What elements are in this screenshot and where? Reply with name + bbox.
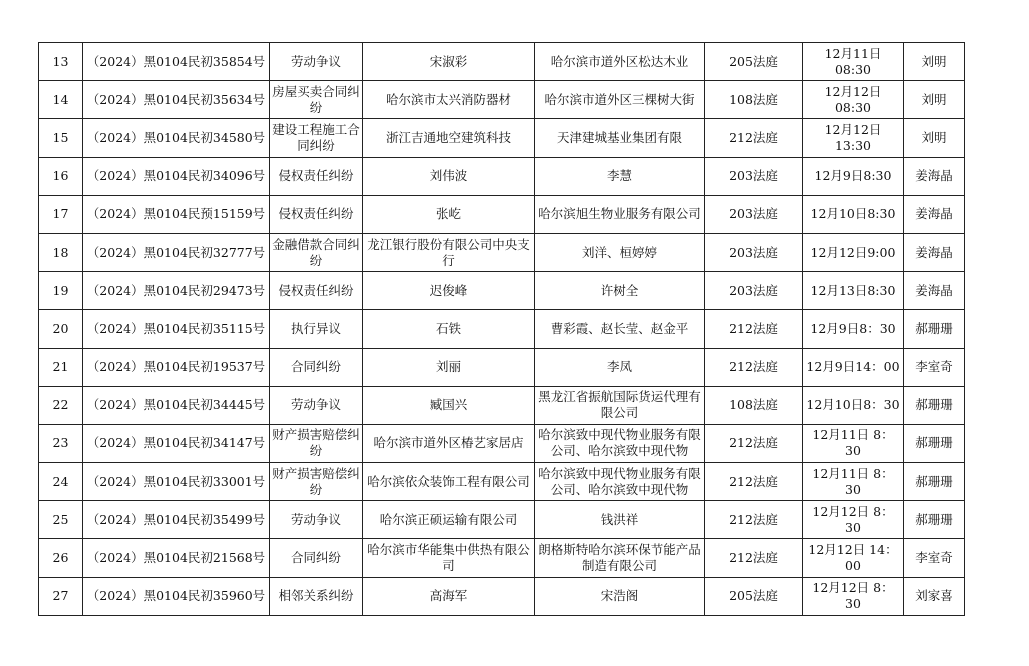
plaintiff-cell: [363, 348, 535, 386]
plaintiff-cell: [363, 539, 535, 577]
cause-cell: [270, 501, 363, 539]
defendant-text: 刘洋、桓婷婷: [581, 244, 657, 260]
table-row: [39, 310, 965, 348]
case-number-text: （2024）黑0104民初21568号: [86, 550, 266, 566]
judge-text: 郝珊珊: [915, 397, 953, 413]
hearing-time-cell: [803, 233, 904, 271]
row-number-cell: [39, 348, 83, 386]
plaintiff-cell: [363, 386, 535, 424]
hearing-time-text: 12月9日8：30: [810, 320, 896, 336]
hearing-time-text: 12月12日 13:30: [824, 121, 882, 153]
cause-text: 劳动争议: [290, 511, 341, 527]
courtroom-text: 212法庭: [729, 435, 778, 451]
courtroom-text: 212法庭: [729, 320, 778, 336]
cause-text: 相邻关系纠纷: [278, 588, 354, 604]
row-number-text: 20: [52, 320, 69, 336]
hearing-time-text: 12月9日8:30: [814, 168, 892, 184]
courtroom-text: 205法庭: [729, 53, 778, 69]
plaintiff-cell: [363, 157, 535, 195]
courtroom-cell: [705, 348, 803, 386]
judge-text: 李室奇: [915, 359, 953, 375]
courtroom-text: 203法庭: [729, 282, 778, 298]
case-number-cell: [83, 539, 270, 577]
cause-cell: [270, 348, 363, 386]
hearing-time-cell: [803, 501, 904, 539]
hearing-time-text: 12月13日8:30: [810, 282, 896, 298]
plaintiff-cell: [363, 424, 535, 462]
judge-cell: [904, 272, 965, 310]
row-number-text: 13: [52, 53, 69, 69]
courtroom-text: 108法庭: [729, 397, 778, 413]
cause-text: 财产损害赔偿纠纷: [272, 465, 360, 497]
plaintiff-text: 石铁: [435, 320, 461, 336]
table-row: [39, 348, 965, 386]
hearing-time-cell: [803, 272, 904, 310]
case-number-text: （2024）黑0104民初34096号: [86, 168, 266, 184]
plaintiff-text: 张屹: [435, 206, 461, 222]
cause-cell: [270, 119, 363, 157]
plaintiff-text: 哈尔滨市道外区椿艺家居店: [373, 435, 524, 451]
judge-cell: [904, 424, 965, 462]
cause-cell: [270, 81, 363, 119]
case-number-cell: [83, 119, 270, 157]
table-row: [39, 81, 965, 119]
judge-cell: [904, 539, 965, 577]
case-number-cell: [83, 386, 270, 424]
row-number-text: 25: [52, 511, 69, 527]
defendant-text: 许树全: [600, 282, 639, 298]
case-number-text: （2024）黑0104民初35499号: [86, 511, 266, 527]
plaintiff-text: 宋淑彩: [429, 53, 468, 69]
judge-cell: [904, 501, 965, 539]
case-number-cell: [83, 43, 270, 81]
plaintiff-text: 哈尔滨市华能集中供热有限公司: [367, 542, 530, 574]
cause-text: 建设工程施工合同纠纷: [272, 121, 360, 153]
courtroom-text: 212法庭: [729, 359, 778, 375]
hearing-time-text: 12月12日 8：30: [812, 580, 894, 612]
courtroom-cell: [705, 195, 803, 233]
defendant-cell: [535, 424, 705, 462]
case-number-cell: [83, 233, 270, 271]
case-number-text: （2024）黑0104民初32777号: [86, 244, 266, 260]
row-number-cell: [39, 272, 83, 310]
plaintiff-text: 龙江银行股份有限公司中央支行: [367, 236, 530, 268]
row-number-cell: [39, 43, 83, 81]
judge-cell: [904, 43, 965, 81]
courtroom-cell: [705, 539, 803, 577]
case-number-cell: [83, 348, 270, 386]
defendant-text: 李慧: [606, 168, 632, 184]
defendant-cell: [535, 195, 705, 233]
defendant-text: 钱洪祥: [600, 511, 639, 527]
case-number-text: （2024）黑0104民初33001号: [86, 473, 266, 489]
defendant-cell: [535, 386, 705, 424]
courtroom-cell: [705, 424, 803, 462]
cause-cell: [270, 463, 363, 501]
judge-text: 郝珊珊: [915, 320, 953, 336]
plaintiff-text: 哈尔滨依众装饰工程有限公司: [367, 473, 530, 489]
hearing-time-text: 12月11日 8：30: [812, 427, 894, 459]
row-number-text: 14: [52, 91, 69, 107]
defendant-text: 朗格斯特哈尔滨环保节能产品制造有限公司: [538, 542, 701, 574]
judge-text: 郝珊珊: [915, 435, 953, 451]
case-number-cell: [83, 463, 270, 501]
table-row: [39, 386, 965, 424]
cause-cell: [270, 577, 363, 615]
judge-text: 郝珊珊: [915, 473, 953, 489]
case-number-cell: [83, 310, 270, 348]
defendant-text: 曹彩霞、赵长莹、赵金平: [550, 320, 689, 336]
courtroom-text: 203法庭: [729, 206, 778, 222]
courtroom-cell: [705, 310, 803, 348]
cause-cell: [270, 233, 363, 271]
hearing-time-cell: [803, 577, 904, 615]
row-number-text: 17: [52, 206, 69, 222]
courtroom-cell: [705, 233, 803, 271]
defendant-cell: [535, 310, 705, 348]
case-number-text: （2024）黑0104民初35115号: [86, 320, 266, 336]
hearing-schedule-table: [38, 42, 965, 616]
judge-cell: [904, 310, 965, 348]
defendant-cell: [535, 348, 705, 386]
cause-text: 合同纠纷: [290, 359, 341, 375]
courtroom-cell: [705, 272, 803, 310]
defendant-text: 天津建城基业集团有限: [556, 129, 682, 145]
cause-text: 执行异议: [290, 320, 341, 336]
cause-text: 财产损害赔偿纠纷: [272, 427, 360, 459]
defendant-cell: [535, 157, 705, 195]
row-number-cell: [39, 501, 83, 539]
plaintiff-text: 刘伟波: [429, 168, 468, 184]
hearing-time-cell: [803, 539, 904, 577]
cause-text: 合同纠纷: [290, 550, 341, 566]
defendant-cell: [535, 233, 705, 271]
row-number-text: 27: [52, 588, 69, 604]
cause-text: 侵权责任纠纷: [278, 168, 354, 184]
row-number-cell: [39, 577, 83, 615]
case-number-cell: [83, 157, 270, 195]
defendant-cell: [535, 463, 705, 501]
defendant-text: 哈尔滨市道外区松达木业: [550, 53, 689, 69]
judge-cell: [904, 81, 965, 119]
case-number-text: （2024）黑0104民预15159号: [86, 206, 266, 222]
judge-text: 刘明: [921, 129, 947, 145]
row-number-cell: [39, 310, 83, 348]
plaintiff-cell: [363, 577, 535, 615]
judge-cell: [904, 119, 965, 157]
hearing-time-cell: [803, 81, 904, 119]
hearing-time-cell: [803, 310, 904, 348]
row-number-cell: [39, 424, 83, 462]
defendant-cell: [535, 577, 705, 615]
judge-text: 刘明: [921, 53, 947, 69]
hearing-time-text: 12月11日 8：30: [812, 465, 894, 497]
plaintiff-text: 哈尔滨正硕运输有限公司: [379, 511, 518, 527]
plaintiff-cell: [363, 43, 535, 81]
judge-cell: [904, 463, 965, 501]
cause-text: 侵权责任纠纷: [278, 206, 354, 222]
hearing-time-cell: [803, 348, 904, 386]
case-number-cell: [83, 81, 270, 119]
defendant-text: 哈尔滨致中现代物业服务有限公司、哈尔滨致中现代物: [538, 465, 701, 497]
hearing-time-text: 12月12日 8：30: [812, 503, 894, 535]
row-number-text: 26: [52, 550, 69, 566]
plaintiff-cell: [363, 233, 535, 271]
table-body: [39, 43, 965, 616]
hearing-time-text: 12月11日 08:30: [824, 45, 882, 77]
row-number-text: 19: [52, 282, 69, 298]
hearing-time-cell: [803, 386, 904, 424]
case-number-text: （2024）黑0104民初35634号: [86, 91, 266, 107]
judge-cell: [904, 195, 965, 233]
hearing-time-cell: [803, 119, 904, 157]
row-number-cell: [39, 195, 83, 233]
cause-cell: [270, 310, 363, 348]
courtroom-text: 203法庭: [729, 168, 778, 184]
judge-text: 郝珊珊: [915, 511, 953, 527]
table-row: [39, 424, 965, 462]
plaintiff-text: 哈尔滨市太兴消防器材: [385, 91, 511, 107]
courtroom-cell: [705, 501, 803, 539]
hearing-time-text: 12月12日 08:30: [824, 83, 882, 115]
cause-cell: [270, 386, 363, 424]
courtroom-text: 108法庭: [729, 91, 778, 107]
hearing-time-text: 12月9日14：00: [806, 359, 900, 375]
row-number-cell: [39, 539, 83, 577]
judge-cell: [904, 157, 965, 195]
case-number-text: （2024）黑0104民初19537号: [86, 359, 266, 375]
courtroom-text: 212法庭: [729, 511, 778, 527]
cause-text: 金融借款合同纠纷: [272, 236, 360, 268]
defendant-text: 黑龙江省振航国际货运代理有限公司: [538, 389, 701, 421]
row-number-text: 15: [52, 129, 69, 145]
cause-text: 房屋买卖合同纠纷: [272, 83, 360, 115]
defendant-cell: [535, 81, 705, 119]
plaintiff-text: 刘丽: [435, 359, 461, 375]
cause-text: 劳动争议: [290, 397, 341, 413]
row-number-text: 16: [52, 168, 69, 184]
case-number-text: （2024）黑0104民初34580号: [86, 129, 266, 145]
hearing-time-text: 12月10日8:30: [810, 206, 896, 222]
courtroom-text: 212法庭: [729, 473, 778, 489]
defendant-text: 哈尔滨市道外区三棵树大街: [544, 91, 695, 107]
case-number-text: （2024）黑0104民初35854号: [86, 53, 266, 69]
cause-cell: [270, 424, 363, 462]
courtroom-text: 203法庭: [729, 244, 778, 260]
courtroom-cell: [705, 386, 803, 424]
plaintiff-cell: [363, 501, 535, 539]
judge-cell: [904, 577, 965, 615]
plaintiff-text: 迟俊峰: [429, 282, 468, 298]
plaintiff-cell: [363, 119, 535, 157]
courtroom-cell: [705, 157, 803, 195]
plaintiff-text: 浙江吉通地空建筑科技: [385, 129, 511, 145]
case-number-cell: [83, 577, 270, 615]
hearing-time-cell: [803, 157, 904, 195]
courtroom-cell: [705, 81, 803, 119]
cause-cell: [270, 195, 363, 233]
row-number-cell: [39, 119, 83, 157]
row-number-cell: [39, 157, 83, 195]
cause-cell: [270, 272, 363, 310]
row-number-text: 23: [52, 435, 69, 451]
judge-text: 姜海晶: [915, 168, 953, 184]
judge-cell: [904, 386, 965, 424]
defendant-text: 李凤: [606, 359, 632, 375]
table-row: [39, 233, 965, 271]
table-row: [39, 43, 965, 81]
table-row: [39, 501, 965, 539]
cause-cell: [270, 43, 363, 81]
judge-text: 姜海晶: [915, 206, 953, 222]
judge-text: 姜海晶: [915, 244, 953, 260]
table-row: [39, 272, 965, 310]
case-number-text: （2024）黑0104民初29473号: [86, 282, 266, 298]
row-number-text: 24: [52, 473, 69, 489]
row-number-text: 21: [52, 359, 69, 375]
plaintiff-cell: [363, 195, 535, 233]
row-number-cell: [39, 81, 83, 119]
courtroom-cell: [705, 119, 803, 157]
hearing-time-text: 12月12日9:00: [810, 244, 896, 260]
courtroom-text: 205法庭: [729, 588, 778, 604]
case-number-cell: [83, 501, 270, 539]
row-number-cell: [39, 463, 83, 501]
courtroom-cell: [705, 43, 803, 81]
plaintiff-text: 高海军: [429, 588, 468, 604]
defendant-cell: [535, 119, 705, 157]
hearing-time-cell: [803, 424, 904, 462]
hearing-time-cell: [803, 463, 904, 501]
hearing-time-text: 12月12日 14：00: [808, 542, 898, 574]
row-number-text: 22: [52, 397, 69, 413]
judge-text: 李室奇: [915, 550, 953, 566]
defendant-text: 哈尔滨致中现代物业服务有限公司、哈尔滨致中现代物: [538, 427, 701, 459]
hearing-time-cell: [803, 195, 904, 233]
courtroom-cell: [705, 577, 803, 615]
case-number-cell: [83, 272, 270, 310]
defendant-cell: [535, 539, 705, 577]
row-number-text: 18: [52, 244, 69, 260]
plaintiff-cell: [363, 463, 535, 501]
hearing-time-cell: [803, 43, 904, 81]
defendant-cell: [535, 272, 705, 310]
plaintiff-cell: [363, 81, 535, 119]
cause-text: 侵权责任纠纷: [278, 282, 354, 298]
table-row: [39, 577, 965, 615]
courtroom-text: 212法庭: [729, 129, 778, 145]
cause-cell: [270, 157, 363, 195]
judge-text: 刘明: [921, 91, 947, 107]
table-row: [39, 157, 965, 195]
judge-text: 刘家喜: [915, 588, 953, 604]
plaintiff-text: 臧国兴: [429, 397, 468, 413]
courtroom-text: 212法庭: [729, 550, 778, 566]
cause-cell: [270, 539, 363, 577]
case-number-text: （2024）黑0104民初34445号: [86, 397, 266, 413]
case-number-text: （2024）黑0104民初35960号: [86, 588, 266, 604]
cause-text: 劳动争议: [290, 53, 341, 69]
defendant-cell: [535, 501, 705, 539]
row-number-cell: [39, 386, 83, 424]
row-number-cell: [39, 233, 83, 271]
table-row: [39, 539, 965, 577]
courtroom-cell: [705, 463, 803, 501]
judge-cell: [904, 348, 965, 386]
case-number-text: （2024）黑0104民初34147号: [86, 435, 266, 451]
defendant-text: 宋浩阁: [600, 588, 639, 604]
case-number-cell: [83, 195, 270, 233]
judge-cell: [904, 233, 965, 271]
case-number-cell: [83, 424, 270, 462]
plaintiff-cell: [363, 310, 535, 348]
defendant-cell: [535, 43, 705, 81]
plaintiff-cell: [363, 272, 535, 310]
table-row: [39, 195, 965, 233]
judge-text: 姜海晶: [915, 282, 953, 298]
defendant-text: 哈尔滨旭生物业服务有限公司: [538, 206, 701, 222]
table-row: [39, 463, 965, 501]
hearing-time-text: 12月10日8：30: [806, 397, 900, 413]
table-row: [39, 119, 965, 157]
